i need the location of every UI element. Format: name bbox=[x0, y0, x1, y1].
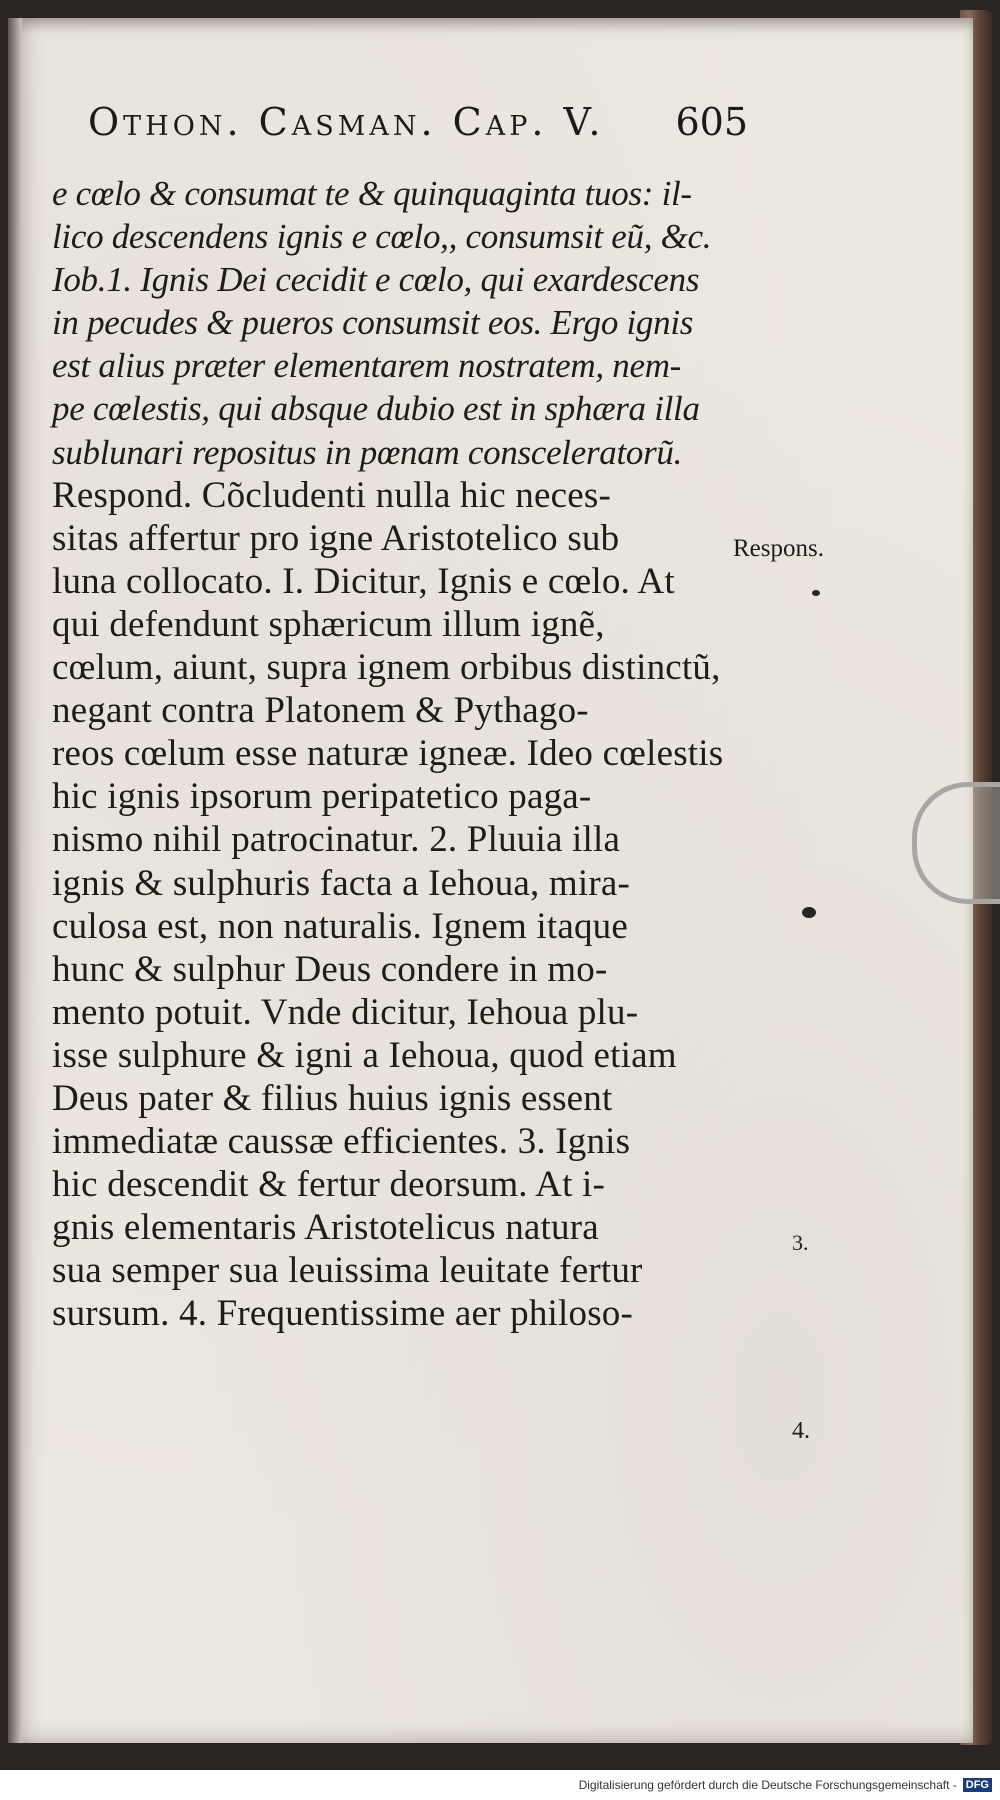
text-line: isse sulphure & igni a Iehoua, quod etiam bbox=[52, 1034, 677, 1076]
footer-credit: Digitalisierung gefördert durch die Deutsche Forschungsgemeinschaft - bbox=[578, 1778, 957, 1792]
text-line: hic ignis ipsorum peripatetico paga- bbox=[52, 776, 592, 818]
text-line: cœlum, aiunt, supra ignem orbibus distinctũ, bbox=[52, 647, 721, 689]
page-number: 605 bbox=[675, 100, 748, 144]
text-line: est alius præter elementarem nostratem, nem- bbox=[52, 346, 682, 386]
body-text bbox=[52, 172, 742, 1336]
text-line: in pecudes & pueros consumsit eos. Ergo ignis bbox=[52, 303, 694, 343]
ink-blot bbox=[802, 907, 816, 918]
text-line: Iob.1. Ignis Dei cecidit e cœlo, qui exardescens bbox=[52, 260, 700, 300]
text-line: pe cœlestis, qui absque dubio est in sphæra illa bbox=[52, 389, 700, 429]
page-gutter-shadow bbox=[8, 18, 22, 1743]
text-line: ignis & sulphuris facta a Iehoua, mira- bbox=[52, 862, 631, 904]
running-header bbox=[88, 100, 748, 160]
text-line: hic descendit & fertur deorsum. At i- bbox=[52, 1164, 606, 1206]
text-line: nismo nihil patrocinatur. 2. Pluuia illa bbox=[52, 819, 621, 861]
text-line: lico descendens ignis e cœlo,, consumsit eũ, &c. bbox=[52, 217, 712, 257]
text-line: luna collocato. I. Dicitur, Ignis e cœlo. At bbox=[52, 560, 675, 602]
margin-note-4: 4. bbox=[792, 1418, 810, 1444]
margin-note-respons: Respons. bbox=[733, 535, 824, 562]
footer-bar bbox=[0, 1770, 1000, 1800]
running-title: Othon. Casman. Cap. V. bbox=[88, 100, 605, 144]
text-line: sua semper sua leuissima leuitate fertur bbox=[52, 1250, 643, 1292]
text-line: reos cœlum esse naturæ igneæ. Ideo cœlestis bbox=[52, 733, 724, 775]
dfg-logo: DFG bbox=[963, 1778, 992, 1792]
text-line: sursum. 4. Frequentissime aer philoso- bbox=[52, 1293, 634, 1335]
text-line: sitas affertur pro igne Aristotelico sub bbox=[52, 517, 620, 559]
text-line: Respond. Cõcludenti nulla hic neces- bbox=[52, 474, 611, 516]
ink-mark bbox=[812, 590, 820, 596]
text-line: Deus pater & filius huius ignis essent bbox=[52, 1077, 613, 1119]
text-line: mento potuit. Vnde dicitur, Iehoua plu- bbox=[52, 991, 639, 1033]
text-line: hunc & sulphur Deus condere in mo- bbox=[52, 948, 608, 990]
text-line: sublunari repositus in pœnam consceleratorũ. bbox=[52, 432, 683, 472]
text-line: e cœlo & consumat te & quinquaginta tuos: il- bbox=[52, 174, 692, 213]
text-line: gnis elementaris Aristotelicus natura bbox=[52, 1207, 599, 1249]
text-line: immediatæ caussæ efficientes. 3. Ignis bbox=[52, 1121, 631, 1163]
text-line: culosa est, non naturalis. Ignem itaque bbox=[52, 905, 629, 947]
text-line: qui defendunt sphæricum illum ignẽ, bbox=[52, 603, 605, 645]
margin-note-3: 3. bbox=[792, 1230, 809, 1255]
text-line: negant contra Platonem & Pythago- bbox=[52, 690, 589, 732]
